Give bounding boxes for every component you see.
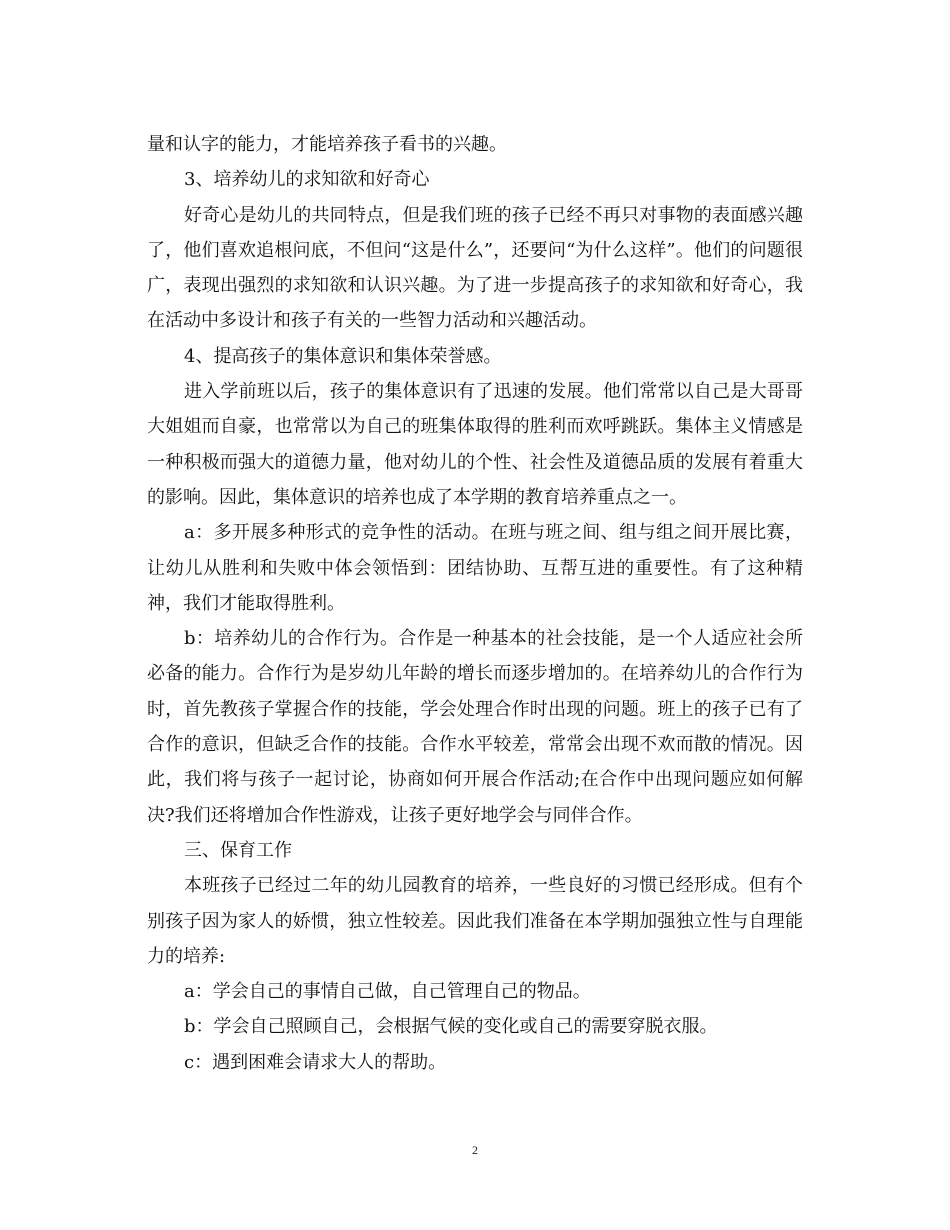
- paragraph-childcare-intro: 本班孩子已经过二年的幼儿园教育的培养，一些良好的习惯已经形成。但有个别孩子因为家人的娇惯，独立性较差。因此我们准备在本学期加强独立性与自理能力的培养:: [147, 875, 803, 967]
- document-body: [147, 127, 803, 1080]
- page-number: 2: [472, 1143, 478, 1157]
- heading-childcare-work: 三、保育工作: [184, 839, 292, 861]
- paragraph-continuation: 量和认字的能力，才能培养孩子看书的兴趣。: [147, 134, 507, 155]
- heading-curiosity: 3、培养幼儿的求知欲和好奇心: [184, 169, 430, 191]
- paragraph-collective-awareness: 进入学前班以后，孩子的集体意识有了迅速的发展。他们常常以自己是大哥哥大姐姐而自豪，也常常以为自己的班集体取得的胜利而欢呼跳跃。集体主义情感是一种积极而强大的道德力量，他对幼儿的个性、社会性及道德品质的发展有着重大的影响。因此，集体意识的培养也成了本学期的教育培养重点之一。: [147, 381, 803, 508]
- list-item-b: b：学会自己照顾自己，会根据气候的变化或自己的需要穿脱衣服。: [184, 1016, 718, 1038]
- list-item-a: a：学会自己的事情自己做，自己管理自己的物品。: [184, 981, 591, 1003]
- paragraph-item-b-cooperation: b：培养幼儿的合作行为。合作是一种基本的社会技能，是一个人适应社会所必备的能力。合作行为是岁幼儿年龄的增长而逐步增加的。在培养幼儿的合作行为时，首先教孩子掌握合作的技能，学会处理合作时出现的问题。班上的孩子已有了合作的意识，但缺乏合作的技能。合作水平较差，常常会出现不欢而散的情况。因此，我们将与孩子一起讨论，协商如何开展合作活动;在合作中出现问题应如何解决?我们还将增加合作性游戏，让孩子更好地学会与同伴合作。: [147, 628, 803, 826]
- heading-collective-awareness: 4、提高孩子的集体意识和集体荣誉感。: [184, 345, 502, 367]
- paragraph-item-a-competition: a：多开展多种形式的竞争性的活动。在班与班之间、组与组之间开展比赛，让幼儿从胜利和失败中体会领悟到：团结协助、互帮互进的重要性。有了这种精神，我们才能取得胜利。: [147, 522, 803, 614]
- list-item-c: c：遇到困难会请求大人的帮助。: [184, 1051, 447, 1073]
- paragraph-curiosity: 好奇心是幼儿的共同特点，但是我们班的孩子已经不再只对事物的表面感兴趣了，他们喜欢追根问底，不但问“这是什么”，还要问“为什么这样”。他们的问题很广，表现出强烈的求知欲和认识兴趣。为了进一步提高孩子的求知欲和好奇心，我在活动中多设计和孩子有关的一些智力活动和兴趣活动。: [147, 204, 803, 332]
